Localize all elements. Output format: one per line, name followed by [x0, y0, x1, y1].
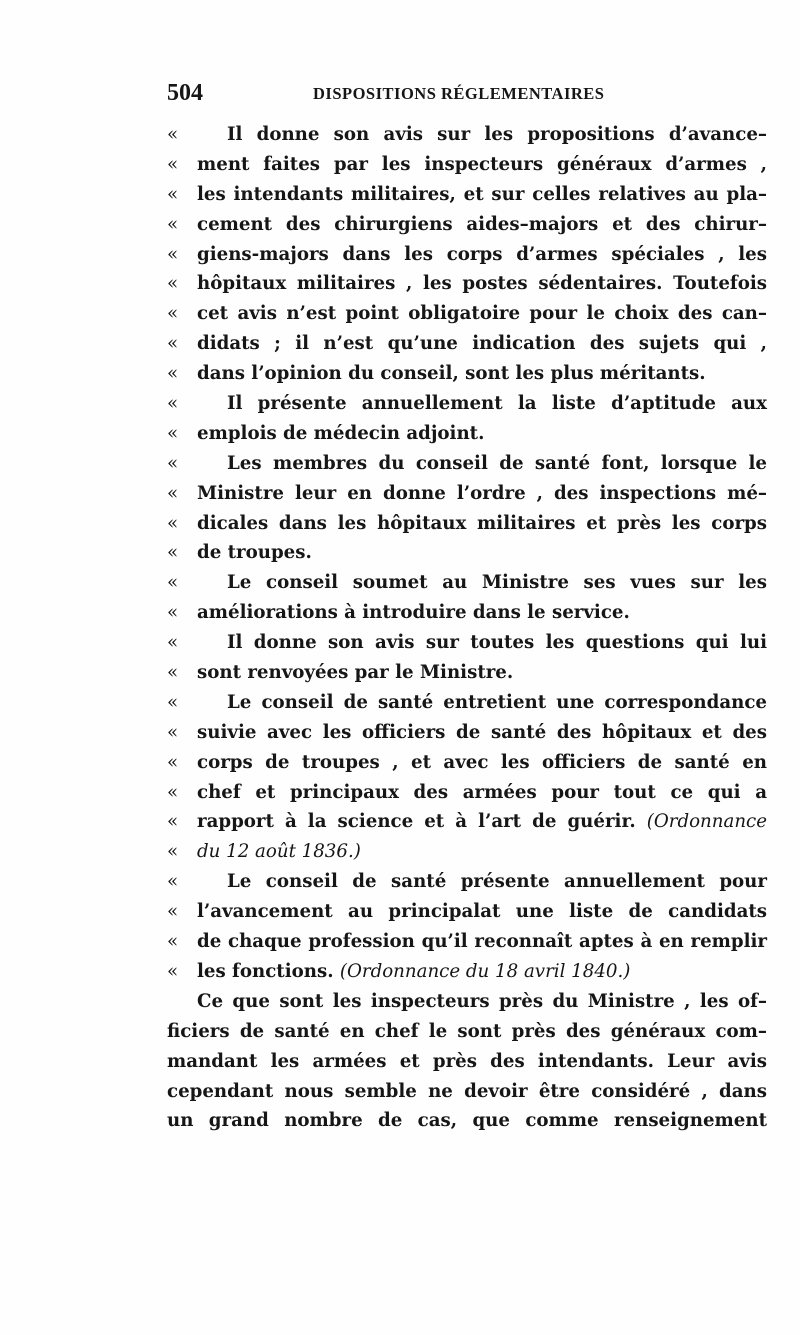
- text-line: [167, 778, 767, 808]
- line-content: [167, 120, 767, 150]
- quote-mark: «: [167, 931, 179, 953]
- quote-mark: «: [167, 363, 179, 385]
- line-text: Il donne son avis sur toutes les questions qui lui: [227, 632, 767, 654]
- line-text: corps de troupes , et avec les officiers de santé en: [197, 751, 767, 773]
- line-text: cependant nous semble ne devoir être considéré , dans: [167, 1080, 767, 1102]
- line-content: [167, 419, 767, 449]
- quote-mark: «: [167, 422, 179, 444]
- line-text: Il donne son avis sur les propositions d’avance–: [227, 124, 767, 145]
- line-text: rapport à la science et à l’art de guérir.: [197, 811, 636, 833]
- line-text: un grand nombre de cas, que comme renseignement: [167, 1110, 767, 1132]
- line-text: améliorations à introduire dans le service.: [197, 602, 630, 624]
- line-text: Le conseil de santé présente annuellement pour: [227, 871, 767, 893]
- line-content: [167, 927, 767, 957]
- text-line: [167, 509, 767, 539]
- line-content: [167, 598, 767, 628]
- line-content: [167, 150, 767, 180]
- line-content: [167, 1077, 767, 1107]
- text-line: [167, 867, 767, 897]
- text-line: [167, 479, 767, 509]
- text-line: [167, 837, 767, 867]
- ordinance-reference: du 12 août 1836.): [197, 841, 361, 863]
- line-text: cet avis n’est point obligatoire pour le choix des can–: [197, 303, 767, 325]
- line-text: Ministre leur en donne l’ordre , des inspections mé–: [197, 482, 767, 504]
- quote-mark: «: [167, 960, 179, 982]
- line-content: [167, 1017, 767, 1047]
- line-content: [167, 509, 767, 539]
- line-content: [167, 807, 767, 837]
- text-line: [167, 1047, 767, 1077]
- ordinance-reference: (Ordonnance: [646, 811, 767, 833]
- quote-mark: «: [167, 482, 179, 504]
- line-text: Il présente annuellement la liste d’aptitude aux: [227, 393, 767, 415]
- text-line: [167, 718, 767, 748]
- text-line: [167, 598, 767, 628]
- line-text: l’avancement au principalat une liste de candidats: [197, 901, 767, 923]
- text-line: [167, 269, 767, 299]
- text-line: [167, 628, 767, 658]
- quote-mark: «: [167, 542, 179, 564]
- line-content: [167, 449, 767, 479]
- line-content: [167, 299, 767, 329]
- line-content: [167, 837, 767, 867]
- quote-mark: «: [167, 303, 179, 325]
- text-line: [167, 299, 767, 329]
- quote-mark: «: [167, 781, 179, 803]
- line-content: [167, 1047, 767, 1077]
- quote-mark: «: [167, 124, 179, 145]
- line-text: dans l’opinion du conseil, sont les plus méritants.: [197, 363, 706, 385]
- line-content: [167, 867, 767, 897]
- quote-mark: «: [167, 632, 179, 654]
- line-text: dicales dans les hôpitaux militaires et près les corps: [197, 512, 767, 534]
- quote-mark: «: [167, 273, 179, 295]
- line-content: [167, 628, 767, 658]
- line-content: [167, 210, 767, 240]
- line-content: [167, 957, 767, 987]
- line-content: [167, 718, 767, 748]
- quote-mark: «: [167, 662, 179, 684]
- text-line: [167, 987, 767, 1017]
- text-line: [167, 120, 767, 150]
- quote-mark: «: [167, 213, 179, 235]
- text-line: [167, 329, 767, 359]
- line-content: [167, 748, 767, 778]
- quote-mark: «: [167, 811, 179, 833]
- text-line: [167, 897, 767, 927]
- line-text: ment faites par les inspecteurs généraux d’armes ,: [197, 153, 767, 175]
- page-number: 504: [167, 80, 203, 106]
- line-text: de chaque profession qu’il reconnaît aptes à en remplir: [197, 931, 767, 953]
- text-line: [167, 568, 767, 598]
- running-title: DISPOSITIONS RÉGLEMENTAIRES: [313, 84, 605, 103]
- line-text: les intendants militaires, et sur celles relatives au pla–: [197, 183, 767, 205]
- line-text: Le conseil de santé entretient une correspondance: [227, 691, 767, 713]
- text-line: [167, 658, 767, 688]
- line-content: [167, 240, 767, 270]
- line-text: de troupes.: [197, 542, 312, 564]
- line-content: [167, 359, 767, 389]
- line-text: hôpitaux militaires , les postes sédentaires. Toutefois: [197, 273, 767, 295]
- quote-mark: «: [167, 243, 179, 265]
- text-line: [167, 240, 767, 270]
- line-text: Ce que sont les inspecteurs près du Ministre , les of–: [197, 990, 767, 1012]
- line-content: [167, 389, 767, 419]
- text-line: [167, 210, 767, 240]
- quote-mark: «: [167, 393, 179, 415]
- text-line: [167, 1106, 767, 1136]
- text-line: [167, 1077, 767, 1107]
- line-content: [167, 568, 767, 598]
- text-line: [167, 927, 767, 957]
- line-text: giens-majors dans les corps d’armes spéciales , les: [197, 243, 767, 265]
- quote-mark: «: [167, 153, 179, 175]
- text-line: [167, 748, 767, 778]
- quote-mark: «: [167, 721, 179, 743]
- text-line: [167, 180, 767, 210]
- line-text: cement des chirurgiens aides–majors et des chirur–: [197, 213, 767, 235]
- quote-mark: «: [167, 901, 179, 923]
- line-text: Le conseil soumet au Ministre ses vues sur les: [227, 572, 767, 594]
- quote-mark: «: [167, 572, 179, 594]
- line-text: emplois de médecin adjoint.: [197, 422, 485, 444]
- line-content: [167, 778, 767, 808]
- line-content: [167, 329, 767, 359]
- line-content: [167, 538, 767, 568]
- line-content: [167, 479, 767, 509]
- text-line: [167, 419, 767, 449]
- ordinance-reference: (Ordonnance du 18 avril 1840.): [339, 960, 631, 982]
- text-line: [167, 389, 767, 419]
- line-text: mandant les armées et près des intendants. Leur avis: [167, 1050, 767, 1072]
- page-header: [167, 78, 767, 108]
- text-line: [167, 449, 767, 479]
- body-text: [167, 120, 767, 1136]
- line-text: ficiers de santé en chef le sont près des généraux com–: [167, 1020, 767, 1042]
- line-text: les fonctions.: [197, 960, 334, 982]
- text-line: [167, 688, 767, 718]
- text-line: [167, 957, 767, 987]
- text-line: [167, 359, 767, 389]
- quote-mark: «: [167, 841, 179, 863]
- quote-mark: «: [167, 751, 179, 773]
- line-text: Les membres du conseil de santé font, lorsque le: [227, 452, 767, 474]
- quote-mark: «: [167, 333, 179, 355]
- line-text: suivie avec les officiers de santé des hôpitaux et des: [197, 721, 767, 743]
- line-content: [167, 1106, 767, 1136]
- quote-mark: «: [167, 452, 179, 474]
- line-content: [167, 987, 767, 1017]
- line-content: [167, 897, 767, 927]
- line-content: [167, 658, 767, 688]
- quote-mark: «: [167, 183, 179, 205]
- quote-mark: «: [167, 512, 179, 534]
- line-content: [167, 180, 767, 210]
- line-content: [167, 688, 767, 718]
- quote-mark: «: [167, 691, 179, 713]
- line-text: didats ; il n’est qu’une indication des sujets qui ,: [197, 333, 767, 355]
- text-line: [167, 1017, 767, 1047]
- text-line: [167, 807, 767, 837]
- quote-mark: «: [167, 602, 179, 624]
- text-line: [167, 538, 767, 568]
- quote-mark: «: [167, 871, 179, 893]
- line-text: chef et principaux des armées pour tout ce qui a: [197, 781, 767, 803]
- line-text: sont renvoyées par le Ministre.: [197, 662, 514, 684]
- text-line: [167, 150, 767, 180]
- line-content: [167, 269, 767, 299]
